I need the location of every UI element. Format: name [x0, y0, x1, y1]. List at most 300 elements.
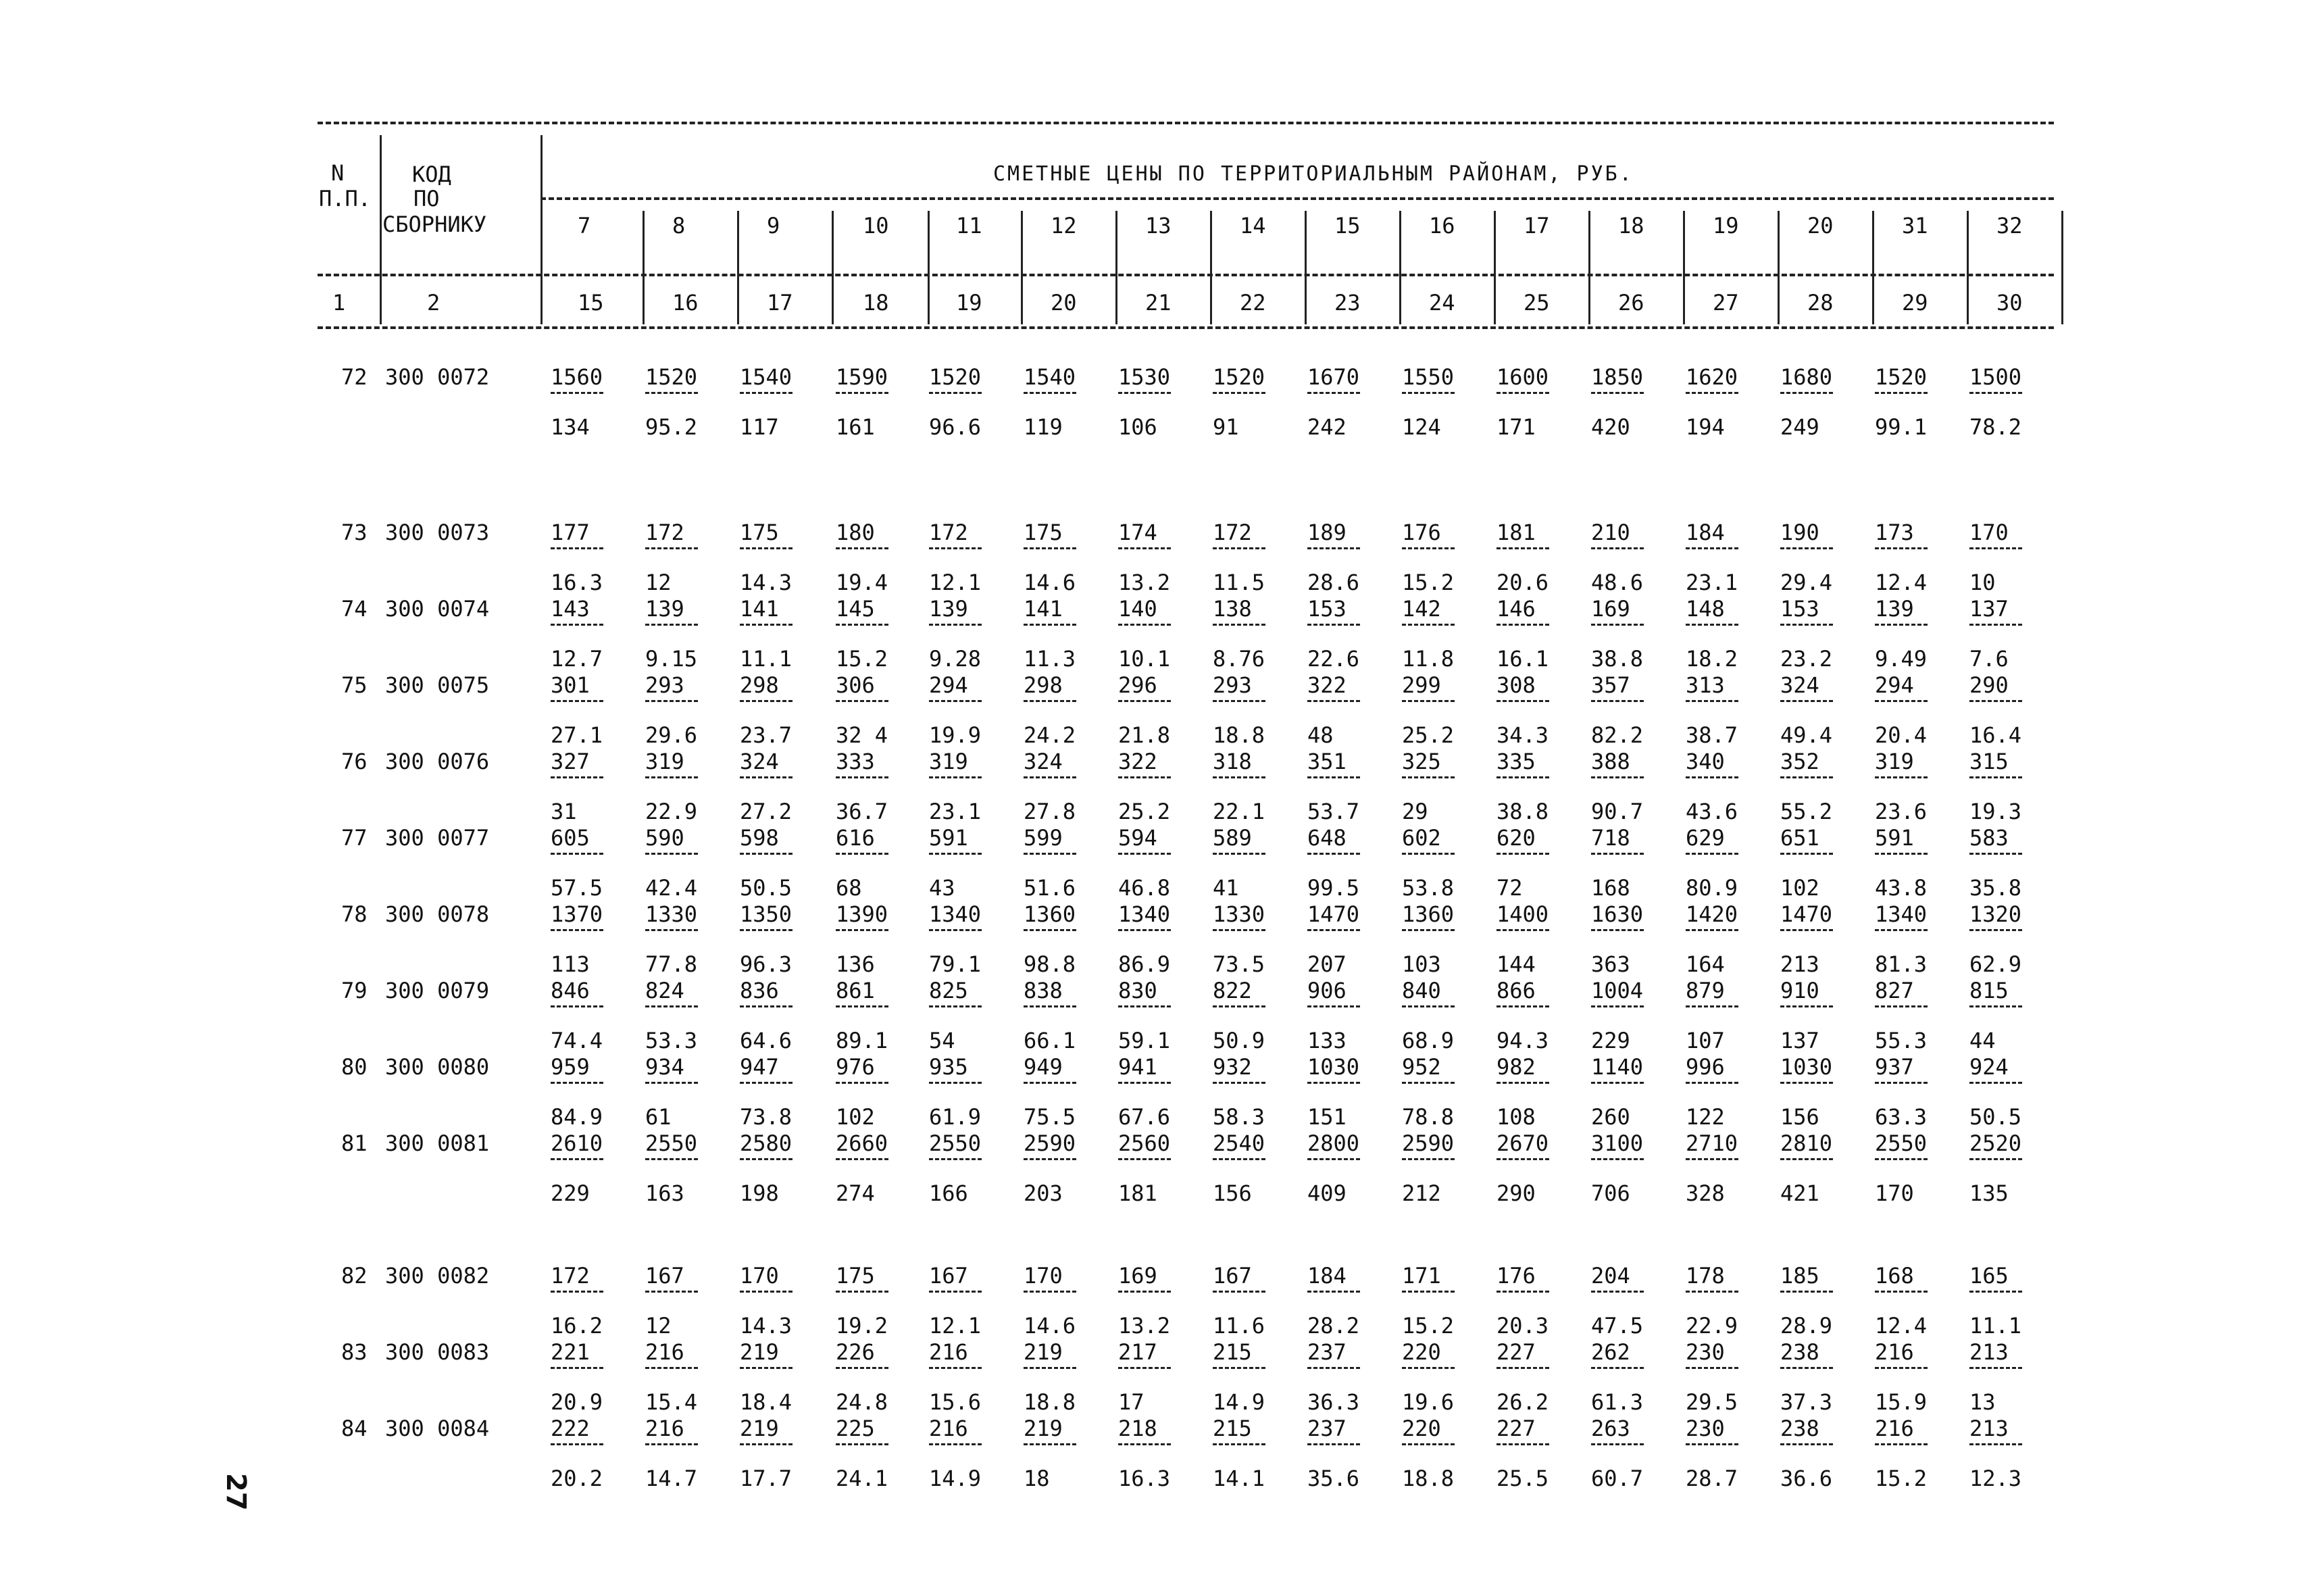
- price-separator: [1969, 624, 2022, 626]
- price-top: 591: [1875, 825, 1914, 851]
- price-separator: [1875, 1443, 1928, 1445]
- price-separator: [740, 392, 793, 394]
- price-separator: [645, 700, 698, 702]
- price-separator: [1024, 929, 1076, 931]
- price-bottom: 11.1: [1969, 1313, 2022, 1339]
- price-separator: [836, 1158, 888, 1160]
- price-separator: [1024, 776, 1076, 778]
- price-separator: [1024, 1158, 1076, 1160]
- price-top: 1590: [836, 364, 888, 390]
- price-bottom: 15.6: [929, 1389, 982, 1415]
- price-bottom: 91: [1213, 414, 1239, 440]
- price-bottom: 86.9: [1118, 951, 1171, 977]
- price-bottom: 20.4: [1875, 722, 1928, 748]
- price-separator: [1591, 929, 1644, 931]
- price-bottom: 107: [1686, 1028, 1725, 1053]
- price-top: 230: [1686, 1416, 1725, 1441]
- price-bottom: 29.5: [1686, 1389, 1738, 1415]
- price-top: 822: [1213, 978, 1252, 1003]
- price-bottom: 99.1: [1875, 414, 1928, 440]
- price-bottom: 151: [1307, 1104, 1347, 1130]
- price-separator: [1307, 1005, 1360, 1007]
- price-bottom: 89.1: [836, 1028, 888, 1053]
- price-separator: [1969, 1291, 2022, 1293]
- price-top: 2580: [740, 1130, 793, 1156]
- price-bottom: 108: [1496, 1104, 1536, 1130]
- price-separator: [1402, 1158, 1455, 1160]
- price-top: 2550: [929, 1130, 982, 1156]
- price-separator: [1024, 547, 1076, 549]
- price-top: 301: [551, 672, 590, 698]
- price-separator: [1686, 1367, 1738, 1369]
- price-separator: [1118, 547, 1171, 549]
- price-bottom: 53.3: [645, 1028, 698, 1053]
- price-separator: [551, 1367, 603, 1369]
- price-bottom: 19.4: [836, 570, 888, 595]
- row-number: 78: [341, 901, 368, 927]
- top-rule: [318, 122, 2054, 124]
- index-label: 29: [1902, 290, 1928, 316]
- price-top: 2550: [1875, 1130, 1928, 1156]
- price-bottom: 68: [836, 875, 862, 901]
- price-top: 906: [1307, 978, 1347, 1003]
- price-bottom: 95.2: [645, 414, 698, 440]
- price-top: 340: [1686, 749, 1725, 774]
- row-number: 72: [341, 364, 368, 390]
- district-label: 17: [1524, 213, 1550, 239]
- price-separator: [1213, 1005, 1265, 1007]
- price-bottom: 14.3: [740, 1313, 793, 1339]
- price-top: 836: [740, 978, 779, 1003]
- row-number: 82: [341, 1263, 368, 1289]
- price-top: 1560: [551, 364, 603, 390]
- price-top: 172: [929, 520, 968, 545]
- price-separator: [1402, 853, 1455, 855]
- price-bottom: 38.8: [1496, 799, 1549, 824]
- price-top: 824: [645, 978, 684, 1003]
- price-bottom: 42.4: [645, 875, 698, 901]
- price-top: 2610: [551, 1130, 603, 1156]
- price-bottom: 55.3: [1875, 1028, 1928, 1053]
- price-top: 210: [1591, 520, 1630, 545]
- index-label: 20: [1051, 290, 1077, 316]
- price-top: 171: [1402, 1263, 1441, 1289]
- price-bottom: 11.3: [1024, 646, 1076, 672]
- price-top: 290: [1969, 672, 2009, 698]
- price-top: 1360: [1402, 901, 1455, 927]
- price-top: 2660: [836, 1130, 888, 1156]
- price-bottom: 48: [1307, 722, 1334, 748]
- price-bottom: 27.2: [740, 799, 793, 824]
- price-separator: [1686, 547, 1738, 549]
- price-separator: [1780, 547, 1833, 549]
- price-top: 294: [929, 672, 968, 698]
- district-label: 11: [956, 213, 982, 239]
- price-separator: [1496, 1367, 1549, 1369]
- price-separator: [740, 547, 793, 549]
- price-bottom: 363: [1591, 951, 1630, 977]
- price-separator: [1118, 1158, 1171, 1160]
- price-top: 324: [1024, 749, 1063, 774]
- price-bottom: 99.5: [1307, 875, 1360, 901]
- price-top: 138: [1213, 596, 1252, 622]
- price-top: 2670: [1496, 1130, 1549, 1156]
- price-bottom: 23.1: [1686, 570, 1738, 595]
- price-separator: [1686, 1158, 1738, 1160]
- price-top: 298: [740, 672, 779, 698]
- price-separator: [645, 1443, 698, 1445]
- price-bottom: 57.5: [551, 875, 603, 901]
- price-top: 184: [1686, 520, 1725, 545]
- price-separator: [1591, 624, 1644, 626]
- price-bottom: 16.4: [1969, 722, 2022, 748]
- price-top: 325: [1402, 749, 1441, 774]
- price-separator: [1780, 1291, 1833, 1293]
- price-top: 322: [1307, 672, 1347, 698]
- price-top: 352: [1780, 749, 1819, 774]
- price-bottom: 133: [1307, 1028, 1347, 1053]
- price-separator: [1496, 547, 1549, 549]
- price-top: 1500: [1969, 364, 2022, 390]
- price-top: 216: [929, 1339, 968, 1365]
- price-bottom: 102: [1780, 875, 1819, 901]
- price-bottom: 420: [1591, 414, 1630, 440]
- price-top: 333: [836, 749, 875, 774]
- price-top: 2710: [1686, 1130, 1738, 1156]
- price-bottom: 16.3: [1118, 1466, 1171, 1491]
- district-label: 7: [578, 213, 591, 239]
- price-bottom: 90.7: [1591, 799, 1644, 824]
- price-separator: [740, 1443, 793, 1445]
- price-separator: [551, 1443, 603, 1445]
- price-top: 216: [645, 1339, 684, 1365]
- index-label: 21: [1145, 290, 1172, 316]
- price-top: 815: [1969, 978, 2009, 1003]
- price-bottom: 51.6: [1024, 875, 1076, 901]
- price-separator: [1402, 700, 1455, 702]
- price-separator: [1118, 1291, 1171, 1293]
- price-top: 351: [1307, 749, 1347, 774]
- price-top: 1420: [1686, 901, 1738, 927]
- price-top: 327: [551, 749, 590, 774]
- price-separator: [740, 624, 793, 626]
- price-top: 2590: [1402, 1130, 1455, 1156]
- price-top: 830: [1118, 978, 1157, 1003]
- price-top: 169: [1591, 596, 1630, 622]
- price-top: 167: [645, 1263, 684, 1289]
- price-bottom: 12.1: [929, 570, 982, 595]
- price-top: 1550: [1402, 364, 1455, 390]
- price-separator: [645, 1291, 698, 1293]
- district-label: 9: [767, 213, 780, 239]
- price-separator: [1780, 1082, 1833, 1084]
- price-bottom: 10.1: [1118, 646, 1171, 672]
- row-code: 300 0077: [385, 825, 490, 851]
- column-divider: [1872, 211, 1874, 324]
- price-separator: [1024, 853, 1076, 855]
- price-separator: [1686, 776, 1738, 778]
- price-top: 216: [645, 1416, 684, 1441]
- price-top: 598: [740, 825, 779, 851]
- price-separator: [1969, 1443, 2022, 1445]
- row-code: 300 0082: [385, 1263, 490, 1289]
- price-separator: [1591, 547, 1644, 549]
- price-bottom: 61.3: [1591, 1389, 1644, 1415]
- price-bottom: 82.2: [1591, 722, 1644, 748]
- price-bottom: 18.4: [740, 1389, 793, 1415]
- price-bottom: 25.2: [1402, 722, 1455, 748]
- price-separator: [1875, 624, 1928, 626]
- price-bottom: 28.7: [1686, 1466, 1738, 1491]
- price-separator: [929, 1158, 982, 1160]
- price-bottom: 13.2: [1118, 570, 1171, 595]
- price-separator: [836, 929, 888, 931]
- price-top: 1470: [1780, 901, 1833, 927]
- price-top: 137: [1969, 596, 2009, 622]
- price-separator: [836, 1082, 888, 1084]
- price-bottom: 13: [1969, 1389, 1996, 1415]
- row-code: 300 0073: [385, 520, 490, 545]
- index-label: 18: [863, 290, 889, 316]
- price-bottom: 9.28: [929, 646, 982, 672]
- price-bottom: 55.2: [1780, 799, 1833, 824]
- price-top: 1030: [1307, 1054, 1360, 1080]
- price-bottom: 74.4: [551, 1028, 603, 1053]
- price-separator: [929, 853, 982, 855]
- price-top: 293: [1213, 672, 1252, 698]
- price-separator: [1213, 700, 1265, 702]
- district-label: 31: [1902, 213, 1928, 239]
- row-number: 81: [341, 1130, 368, 1156]
- price-bottom: 19.2: [836, 1313, 888, 1339]
- price-top: 225: [836, 1416, 875, 1441]
- price-separator: [1496, 1082, 1549, 1084]
- price-bottom: 10: [1969, 570, 1996, 595]
- column-divider: [1115, 211, 1117, 324]
- price-bottom: 15.9: [1875, 1389, 1928, 1415]
- price-separator: [836, 1291, 888, 1293]
- price-bottom: 19.9: [929, 722, 982, 748]
- price-bottom: 21.8: [1118, 722, 1171, 748]
- price-separator: [1875, 1005, 1928, 1007]
- price-separator: [1213, 1367, 1265, 1369]
- price-top: 219: [740, 1339, 779, 1365]
- price-top: 605: [551, 825, 590, 851]
- price-top: 145: [836, 596, 875, 622]
- district-label: 19: [1713, 213, 1739, 239]
- price-separator: [1686, 929, 1738, 931]
- price-separator: [1780, 853, 1833, 855]
- price-top: 2810: [1780, 1130, 1833, 1156]
- price-top: 1004: [1591, 978, 1644, 1003]
- price-top: 1620: [1686, 364, 1738, 390]
- district-label: 32: [1996, 213, 2023, 239]
- price-separator: [1118, 392, 1171, 394]
- price-top: 296: [1118, 672, 1157, 698]
- price-separator: [836, 392, 888, 394]
- price-top: 219: [1024, 1339, 1063, 1365]
- price-separator: [1496, 776, 1549, 778]
- row-code: 300 0075: [385, 672, 490, 698]
- price-separator: [1969, 1367, 2022, 1369]
- price-top: 178: [1686, 1263, 1725, 1289]
- price-top: 237: [1307, 1339, 1347, 1365]
- price-bottom: 79.1: [929, 951, 982, 977]
- district-label: 14: [1240, 213, 1266, 239]
- price-separator: [1686, 853, 1738, 855]
- price-top: 319: [929, 749, 968, 774]
- price-separator: [551, 547, 603, 549]
- price-bottom: 212: [1402, 1180, 1441, 1206]
- price-top: 216: [1875, 1416, 1914, 1441]
- price-top: 173: [1875, 520, 1914, 545]
- price-separator: [551, 392, 603, 394]
- price-bottom: 124: [1402, 414, 1441, 440]
- price-top: 219: [1024, 1416, 1063, 1441]
- price-bottom: 77.8: [645, 951, 698, 977]
- price-top: 620: [1496, 825, 1536, 851]
- price-top: 629: [1686, 825, 1725, 851]
- price-separator: [551, 853, 603, 855]
- row-number: 74: [341, 596, 368, 622]
- price-bottom: 15.2: [836, 646, 888, 672]
- price-separator: [1969, 853, 2022, 855]
- row-code: 300 0083: [385, 1339, 490, 1365]
- price-bottom: 18.8: [1402, 1466, 1455, 1491]
- price-bottom: 62.9: [1969, 951, 2022, 977]
- price-bottom: 11.6: [1213, 1313, 1265, 1339]
- price-top: 602: [1402, 825, 1441, 851]
- price-bottom: 290: [1496, 1180, 1536, 1206]
- price-top: 1850: [1591, 364, 1644, 390]
- price-bottom: 75.5: [1024, 1104, 1076, 1130]
- price-top: 218: [1118, 1416, 1157, 1441]
- price-bottom: 20.9: [551, 1389, 603, 1415]
- price-top: 1390: [836, 901, 888, 927]
- price-bottom: 12: [645, 1313, 672, 1339]
- price-top: 976: [836, 1054, 875, 1080]
- price-top: 238: [1780, 1339, 1819, 1365]
- price-separator: [1402, 547, 1455, 549]
- price-bottom: 25.2: [1118, 799, 1171, 824]
- price-bottom: 19.3: [1969, 799, 2022, 824]
- price-separator: [1591, 1005, 1644, 1007]
- price-bottom: 49.4: [1780, 722, 1833, 748]
- price-bottom: 84.9: [551, 1104, 603, 1130]
- row-code: 300 0081: [385, 1130, 490, 1156]
- price-top: 175: [740, 520, 779, 545]
- price-top: 213: [1969, 1416, 2009, 1441]
- index-label: 15: [578, 290, 604, 316]
- price-top: 1370: [551, 901, 603, 927]
- price-top: 1340: [1118, 901, 1171, 927]
- price-separator: [836, 776, 888, 778]
- price-bottom: 28.9: [1780, 1313, 1833, 1339]
- price-top: 221: [551, 1339, 590, 1365]
- price-bottom: 102: [836, 1104, 875, 1130]
- price-bottom: 22.6: [1307, 646, 1360, 672]
- price-separator: [836, 853, 888, 855]
- price-top: 952: [1402, 1054, 1441, 1080]
- price-bottom: 164: [1686, 951, 1725, 977]
- price-separator: [740, 853, 793, 855]
- price-separator: [1024, 1005, 1076, 1007]
- price-bottom: 181: [1118, 1180, 1157, 1206]
- price-separator: [1307, 1082, 1360, 1084]
- price-top: 170: [740, 1263, 779, 1289]
- price-top: 357: [1591, 672, 1630, 698]
- price-top: 1360: [1024, 901, 1076, 927]
- price-separator: [740, 1082, 793, 1084]
- price-top: 594: [1118, 825, 1157, 851]
- price-separator: [929, 1082, 982, 1084]
- price-bottom: 96.3: [740, 951, 793, 977]
- price-bottom: 47.5: [1591, 1313, 1644, 1339]
- price-separator: [1024, 1443, 1076, 1445]
- price-separator: [929, 1291, 982, 1293]
- price-bottom: 48.6: [1591, 570, 1644, 595]
- district-label: 15: [1334, 213, 1361, 239]
- price-bottom: 80.9: [1686, 875, 1738, 901]
- price-bottom: 15.4: [645, 1389, 698, 1415]
- price-separator: [1496, 700, 1549, 702]
- price-bottom: 14.9: [1213, 1389, 1265, 1415]
- price-bottom: 23.6: [1875, 799, 1928, 824]
- price-bottom: 12: [645, 570, 672, 595]
- price-separator: [1307, 1291, 1360, 1293]
- price-bottom: 13.2: [1118, 1313, 1171, 1339]
- price-separator: [645, 547, 698, 549]
- price-separator: [1686, 392, 1738, 394]
- price-separator: [836, 624, 888, 626]
- price-top: 216: [929, 1416, 968, 1441]
- price-separator: [1307, 929, 1360, 931]
- header-code-line2: ПО: [413, 186, 440, 211]
- price-separator: [1213, 929, 1265, 931]
- price-top: 148: [1686, 596, 1725, 622]
- price-top: 934: [645, 1054, 684, 1080]
- price-separator: [1118, 624, 1171, 626]
- price-separator: [1307, 1443, 1360, 1445]
- price-top: 2800: [1307, 1130, 1360, 1156]
- row-code: 300 0079: [385, 978, 490, 1003]
- price-top: 1340: [1875, 901, 1928, 927]
- row-code: 300 0072: [385, 364, 490, 390]
- price-bottom: 18.8: [1213, 722, 1265, 748]
- column-divider: [832, 211, 834, 324]
- price-bottom: 136: [836, 951, 875, 977]
- price-bottom: 81.3: [1875, 951, 1928, 977]
- price-bottom: 12.1: [929, 1313, 982, 1339]
- price-bottom: 34.3: [1496, 722, 1549, 748]
- price-top: 910: [1780, 978, 1819, 1003]
- price-top: 827: [1875, 978, 1914, 1003]
- price-bottom: 8.76: [1213, 646, 1265, 672]
- price-separator: [836, 1443, 888, 1445]
- price-bottom: 421: [1780, 1180, 1819, 1206]
- price-top: 189: [1307, 520, 1347, 545]
- price-top: 2550: [645, 1130, 698, 1156]
- price-top: 180: [836, 520, 875, 545]
- price-bottom: 38.7: [1686, 722, 1738, 748]
- price-top: 1600: [1496, 364, 1549, 390]
- index-label: 19: [956, 290, 982, 316]
- price-bottom: 23.2: [1780, 646, 1833, 672]
- price-separator: [1591, 853, 1644, 855]
- price-separator: [1969, 929, 2022, 931]
- price-separator: [1591, 776, 1644, 778]
- price-separator: [645, 1005, 698, 1007]
